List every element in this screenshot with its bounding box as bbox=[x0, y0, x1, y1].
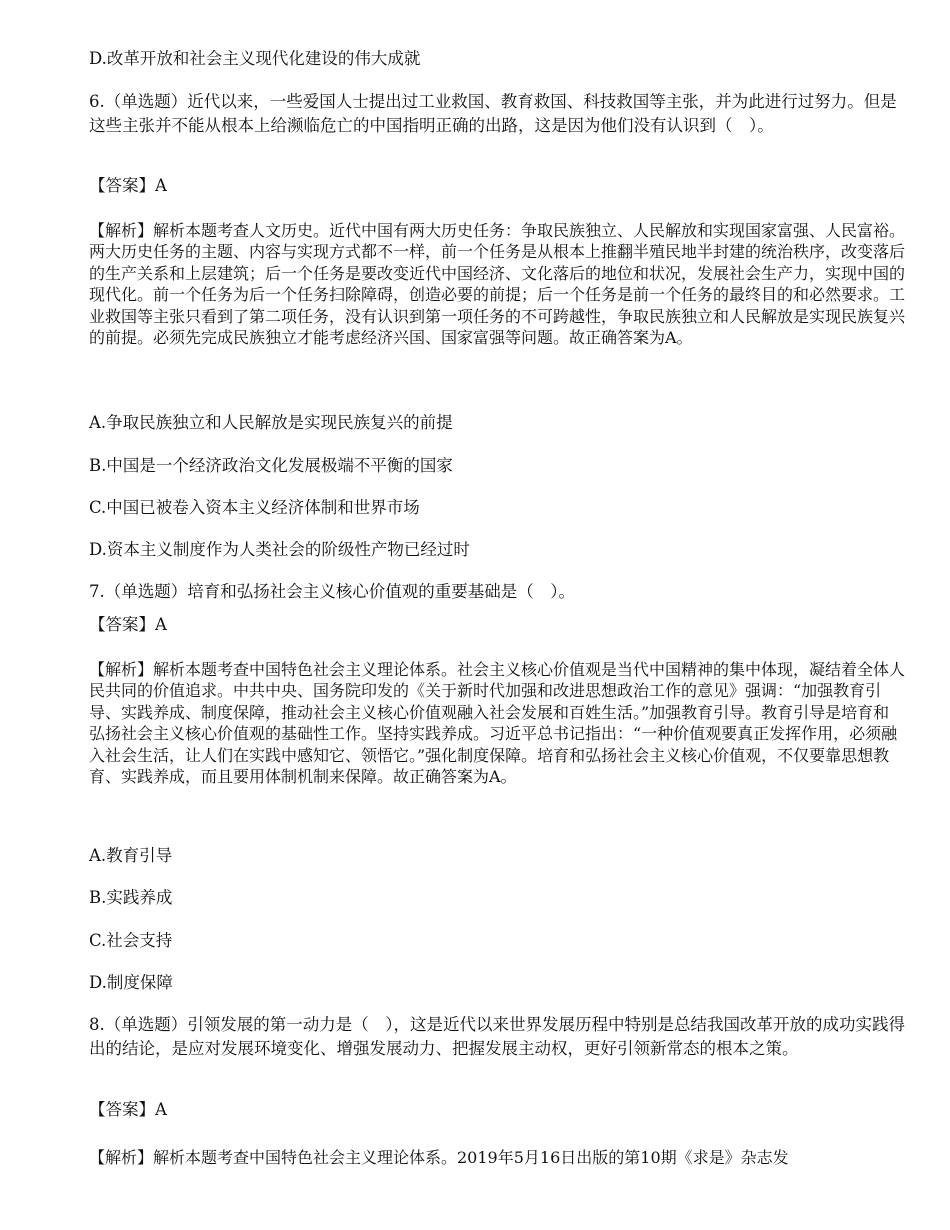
question-7-option-a: A.教育引导 bbox=[89, 846, 173, 865]
question-6-option-d: D.资本主义制度作为人类社会的阶级性产物已经过时 bbox=[89, 540, 470, 559]
question-7-option-d: D.制度保障 bbox=[89, 973, 173, 992]
question-7-option-c: C.社会支持 bbox=[89, 931, 173, 950]
question-6-answer: 【答案】A bbox=[89, 176, 167, 195]
question-8-stem: 8.（单选题）引领发展的第一动力是（ ），这是近代以来世界发展历程中特别是总结我国改革开放的成功实践得出的结论，是应对发展环境变化、增强发展动力、把握发展主动权，更好引领新常态的根本之策。 bbox=[89, 1015, 905, 1058]
question-8-analysis: 【解析】解析本题考查中国特色社会主义理论体系。2019年5月16日出版的第10期《求是》杂志发 bbox=[89, 1148, 789, 1167]
question-6-analysis: 【解析】解析本题考查人文历史。近代中国有两大历史任务：争取民族独立、人民解放和实现国家富强、人民富裕。两大历史任务的主题、内容与实现方式都不一样，前一个任务是从根本上推翻半殖民地半封建的统治秩序，改变落后的生产关系和上层建筑；后一个任务是要改变近代中国经济、文化落后的地位和状况，发展社会生产力，实现中国的现代化。前一个任务为后一个任务扫除障碍，创造必要的前提；后一个任务是前一个任务的最终目的和必然要求。工业救国等主张只看到了第二项任务，没有认识到第一项任务的不可跨越性，争取民族独立和人民解放是实现民族复兴的前提。必须先完成民族独立才能考虑经济兴国、国家富强等问题。故正确答案为A。 bbox=[89, 221, 906, 348]
question-7-stem: 7.（单选题）培育和弘扬社会主义核心价值观的重要基础是（ ）。 bbox=[89, 582, 575, 601]
option-d-previous: D.改革开放和社会主义现代化建设的伟大成就 bbox=[89, 49, 421, 68]
question-7-answer: 【答案】A bbox=[89, 615, 167, 634]
question-6-stem: 6.（单选题）近代以来，一些爱国人士提出过工业救国、教育救国、科技救国等主张，并为此进行过努力。但是这些主张并不能从根本上给濒临危亡的中国指明正确的出路，这是因为他们没有认识到（ ）。 bbox=[89, 92, 897, 135]
question-6-option-c: C.中国已被卷入资本主义经济体制和世界市场 bbox=[89, 498, 420, 517]
question-6-option-a: A.争取民族独立和人民解放是实现民族复兴的前提 bbox=[89, 413, 453, 432]
question-6-option-b: B.中国是一个经济政治文化发展极端不平衡的国家 bbox=[89, 456, 453, 475]
question-7-option-b: B.实践养成 bbox=[89, 888, 173, 907]
question-7-analysis: 【解析】解析本题考查中国特色社会主义理论体系。社会主义核心价值观是当代中国精神的集中体现，凝结着全体人民共同的价值追求。中共中央、国务院印发的《关于新时代加强和改进思想政治工作的意见》强调：“加强教育引导、实践养成、制度保障，推动社会主义核心价值观融入社会发展和百姓生活。”加强教育引导。教育引导是培育和弘扬社会主义核心价值观的基础性工作。坚持实践养成。习近平总书记指出：“一种价值观要真正发挥作用，必须融入社会生活，让人们在实践中感知它、领悟它。”强化制度保障。培育和弘扬社会主义核心价值观，不仅要靠思想教育、实践养成，而且要用体制机制来保障。故正确答案为A。 bbox=[89, 660, 906, 787]
question-8-answer: 【答案】A bbox=[89, 1100, 167, 1119]
